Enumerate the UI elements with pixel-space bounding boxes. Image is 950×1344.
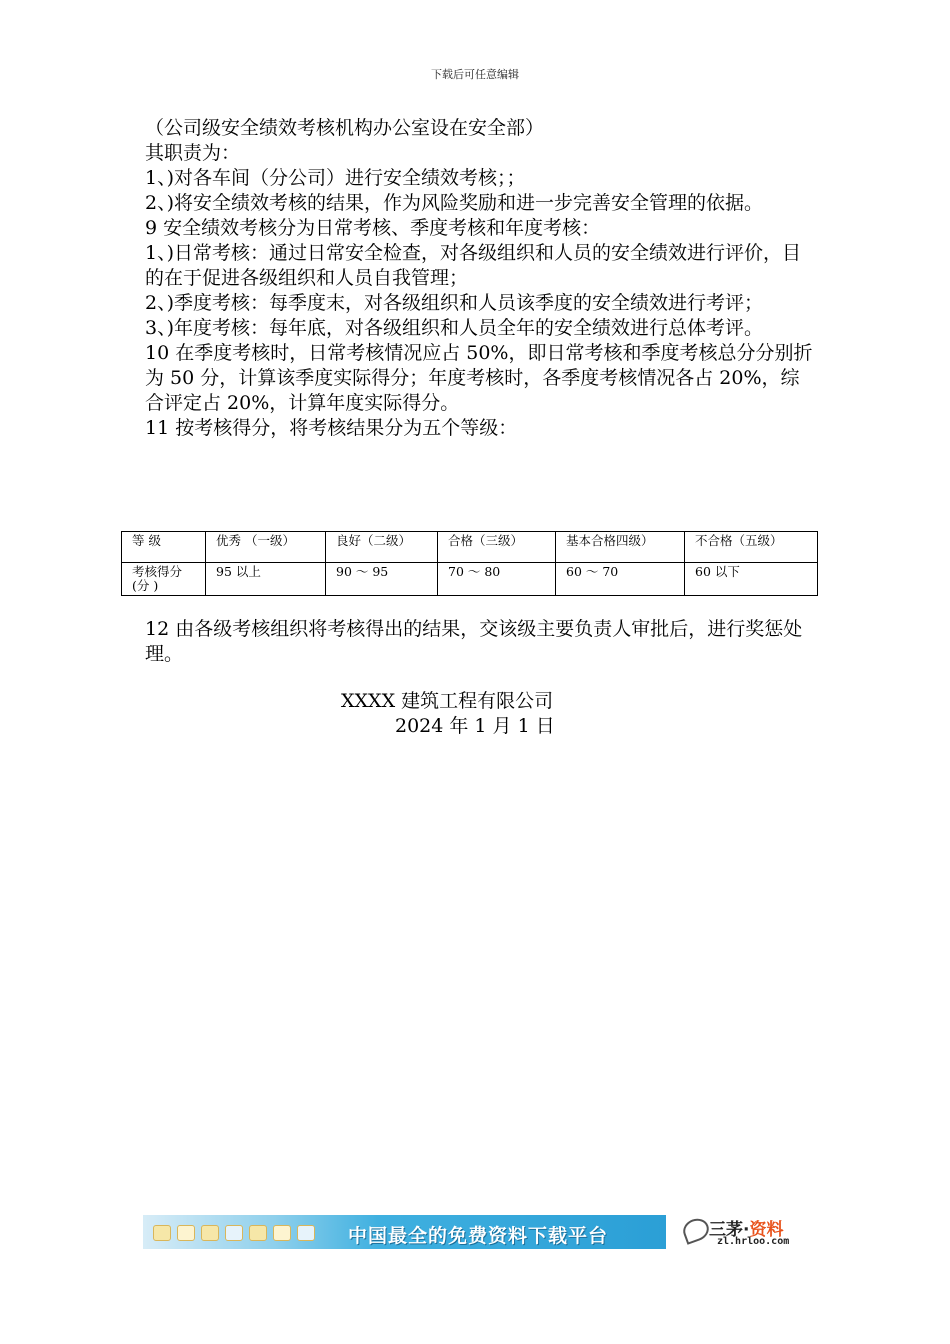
table-cell: 60 ～ 70 <box>556 563 685 596</box>
paragraph: 其职责为： <box>145 142 241 164</box>
ad-banner[interactable] <box>143 1215 666 1249</box>
company-name: XXXX 建筑工程有限公司 <box>341 690 554 712</box>
paragraph: 10 在季度考核时，日常考核情况应占 50%，即日常考核和季度考核总分分别折为 50 分，计算该季度实际得分；年度考核时，各季度考核情况各占 20%，综合评定占 20%，计算年度实际得分。 <box>145 342 813 414</box>
table-cell: 基本合格四级） <box>556 532 685 563</box>
table-cell: 不合格（五级） <box>685 532 818 563</box>
paragraph: 2、)将安全绩效考核的结果，作为风险奖励和进一步完善安全管理的依据。 <box>145 192 764 214</box>
table-cell: 90 ～ 95 <box>326 563 438 596</box>
table-cell: 等 级 <box>122 532 206 563</box>
paragraph: （公司级安全绩效考核机构办公室设在安全部） <box>145 117 545 139</box>
logo-title-part: 三茅· <box>709 1220 750 1240</box>
paragraph: 1、)对各车间（分公司）进行安全绩效考核；； <box>145 167 526 189</box>
document-body <box>145 116 815 441</box>
table-cell: 60 以下 <box>685 563 818 596</box>
document-icon <box>273 1225 291 1241</box>
logo-title-highlight: 资料 <box>749 1220 784 1240</box>
document-icon <box>153 1225 171 1241</box>
grade-table <box>121 531 818 596</box>
paragraph: 12 由各级考核组织将考核得出的结果，交该级主要负责人审批后，进行奖惩处理。 <box>145 618 803 665</box>
signature-block <box>0 689 950 739</box>
table-row <box>122 563 818 596</box>
paragraph: 3、)年度考核：每年底，对各级组织和人员全年的安全绩效进行总体考评。 <box>145 317 764 339</box>
table-cell: 良好（二级） <box>326 532 438 563</box>
document-icon <box>177 1225 195 1241</box>
table-cell: 70 ～ 80 <box>438 563 556 596</box>
leaf-icon <box>680 1215 712 1245</box>
site-logo[interactable] <box>683 1215 803 1249</box>
paragraph: 9 安全绩效考核分为日常考核、季度考核和年度考核： <box>145 217 601 239</box>
logo-url: zl.hrloo.com <box>717 1236 790 1247</box>
document-icon <box>297 1225 315 1241</box>
signature-date: 2024 年 1 月 1 日 <box>395 715 555 737</box>
document-icon <box>225 1225 243 1241</box>
paragraph: 2、)季度考核：每季度末，对各级组织和人员该季度的安全绩效进行考评； <box>145 292 764 314</box>
table-cell: 合格（三级） <box>438 532 556 563</box>
banner-text: 中国最全的免费资料下载平台 <box>348 1225 609 1247</box>
paragraph: 11 按考核得分，将考核结果分为五个等级： <box>145 417 518 439</box>
document-icon <box>201 1225 219 1241</box>
table-cell: 考核得分 (分 ) <box>122 563 206 596</box>
document-icon <box>249 1225 267 1241</box>
table-cell: 优秀 （一级） <box>206 532 326 563</box>
page-header: 下载后可任意编辑 <box>431 68 519 81</box>
document-body-continued <box>145 617 815 667</box>
table-row <box>122 532 818 563</box>
paragraph: 1、)日常考核：通过日常安全检查，对各级组织和人员的安全绩效进行评价，目的在于促进各级组织和人员自我管理； <box>145 242 802 289</box>
document-icons <box>149 1219 329 1245</box>
table-cell: 95 以上 <box>206 563 326 596</box>
